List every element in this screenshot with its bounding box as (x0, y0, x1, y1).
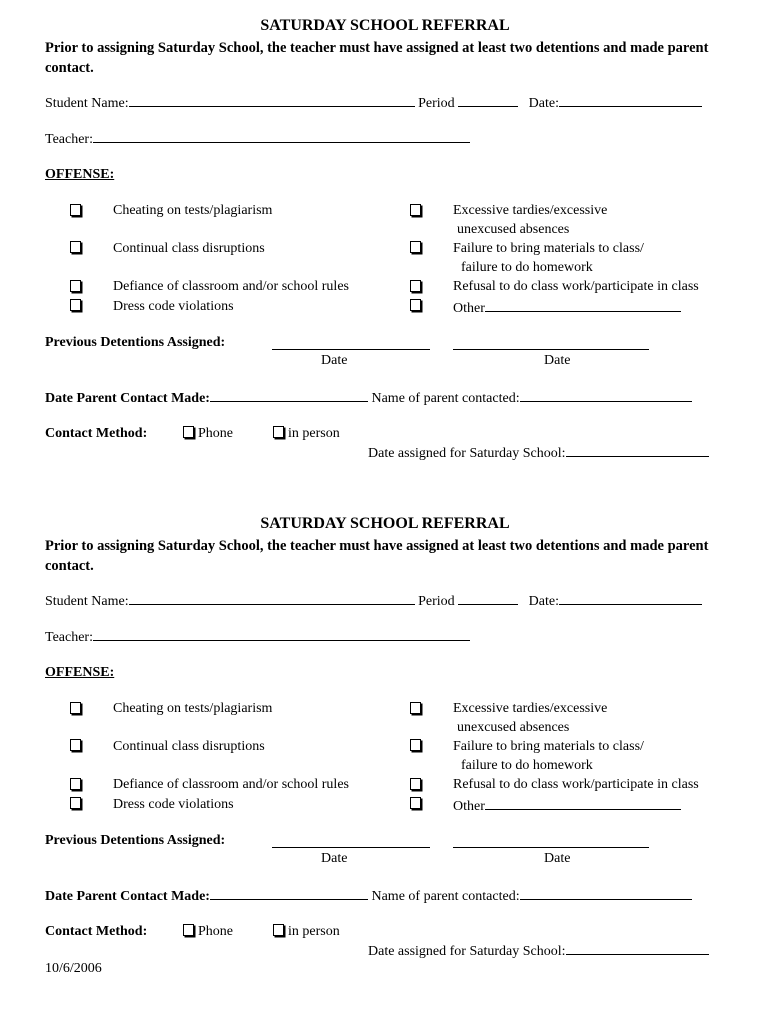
detention-date-1-field[interactable] (272, 834, 430, 848)
phone-option[interactable] (183, 923, 233, 941)
in-person-label: in person (288, 924, 340, 939)
materials-label-cont: failure to do homework (461, 758, 593, 773)
parent-name-field[interactable] (520, 886, 692, 900)
refusal-label: Refusal to do class work/participate in class (453, 777, 699, 792)
student-name-field[interactable] (129, 93, 415, 107)
other-field[interactable] (485, 298, 681, 312)
parent-contact-row (45, 388, 692, 408)
dress-code-checkbox[interactable] (70, 797, 81, 809)
in-person-option[interactable] (273, 923, 340, 941)
materials-label: Failure to bring materials to class/ (453, 241, 644, 256)
defiance-checkbox[interactable] (70, 778, 81, 790)
saturday-date-row (368, 941, 709, 961)
student-name-label: Student Name: (45, 96, 129, 111)
materials-checkbox[interactable] (410, 739, 421, 751)
form-title: SATURDAY SCHOOL REFERRAL (260, 17, 510, 34)
detention-date-2-caption: Date (544, 851, 571, 866)
teacher-row (45, 129, 470, 149)
materials-checkbox[interactable] (410, 241, 421, 253)
in-person-option[interactable] (273, 425, 340, 443)
contact-method-label: Contact Method: (45, 426, 148, 441)
refusal-checkbox[interactable] (410, 280, 421, 292)
parent-contact-date-field[interactable] (210, 886, 368, 900)
detention-date-2-field[interactable] (453, 834, 649, 848)
date-field[interactable] (559, 591, 702, 605)
saturday-date-field[interactable] (566, 941, 709, 955)
other-row (453, 298, 681, 318)
parent-contact-date-label: Date Parent Contact Made: (45, 889, 210, 904)
parent-name-label: Name of parent contacted: (371, 889, 520, 904)
date-label: Date: (528, 96, 559, 111)
in-person-checkbox[interactable] (273, 426, 284, 438)
other-label: Other (453, 301, 485, 316)
period-field[interactable] (458, 93, 518, 107)
student-name-label: Student Name: (45, 594, 129, 609)
phone-label: Phone (198, 426, 233, 441)
teacher-field[interactable] (93, 627, 470, 641)
referral-form-bottom (0, 498, 770, 998)
detention-date-1-caption: Date (321, 851, 348, 866)
defiance-label: Defiance of classroom and/or school rules (113, 777, 349, 792)
dress-code-checkbox[interactable] (70, 299, 81, 311)
parent-contact-date-label: Date Parent Contact Made: (45, 391, 210, 406)
parent-name-field[interactable] (520, 388, 692, 402)
previous-detentions-label: Previous Detentions Assigned: (45, 833, 226, 848)
period-field[interactable] (458, 591, 518, 605)
parent-contact-row (45, 886, 692, 906)
phone-option[interactable] (183, 425, 233, 443)
phone-checkbox[interactable] (183, 426, 194, 438)
saturday-date-row (368, 443, 709, 463)
form-instructions: Prior to assigning Saturday School, the teacher must have assigned at least two detentions and made parent contact. (45, 40, 709, 76)
student-name-row (45, 93, 702, 113)
contact-method-label: Contact Method: (45, 924, 148, 939)
in-person-label: in person (288, 426, 340, 441)
date-label: Date: (528, 594, 559, 609)
disruptions-label: Continual class disruptions (113, 739, 265, 754)
cheating-label: Cheating on tests/plagiarism (113, 203, 273, 218)
parent-contact-date-field[interactable] (210, 388, 368, 402)
referral-form-top (0, 0, 770, 500)
detention-date-1-field[interactable] (272, 336, 430, 350)
parent-name-label: Name of parent contacted: (371, 391, 520, 406)
cheating-label: Cheating on tests/plagiarism (113, 701, 273, 716)
teacher-label: Teacher: (45, 630, 93, 645)
other-label: Other (453, 799, 485, 814)
disruptions-checkbox[interactable] (70, 739, 81, 751)
phone-checkbox[interactable] (183, 924, 194, 936)
tardies-label-cont: unexcused absences (457, 222, 570, 237)
period-label: Period (418, 594, 455, 609)
student-name-row (45, 591, 702, 611)
defiance-checkbox[interactable] (70, 280, 81, 292)
other-row (453, 796, 681, 816)
saturday-date-field[interactable] (566, 443, 709, 457)
previous-detentions-label: Previous Detentions Assigned: (45, 335, 226, 350)
tardies-checkbox[interactable] (410, 702, 421, 714)
defiance-label: Defiance of classroom and/or school rules (113, 279, 349, 294)
tardies-label-cont: unexcused absences (457, 720, 570, 735)
form-instructions: Prior to assigning Saturday School, the teacher must have assigned at least two detentions and made parent contact. (45, 538, 709, 574)
teacher-row (45, 627, 470, 647)
in-person-checkbox[interactable] (273, 924, 284, 936)
detention-date-2-caption: Date (544, 353, 571, 368)
period-label: Period (418, 96, 455, 111)
cheating-checkbox[interactable] (70, 702, 81, 714)
detention-date-1-caption: Date (321, 353, 348, 368)
offense-heading: OFFENSE: (45, 665, 115, 680)
revision-date: 10/6/2006 (45, 961, 102, 976)
refusal-label: Refusal to do class work/participate in class (453, 279, 699, 294)
offense-heading: OFFENSE: (45, 167, 115, 182)
other-checkbox[interactable] (410, 299, 421, 311)
other-checkbox[interactable] (410, 797, 421, 809)
materials-label: Failure to bring materials to class/ (453, 739, 644, 754)
refusal-checkbox[interactable] (410, 778, 421, 790)
tardies-label: Excessive tardies/excessive (453, 701, 608, 716)
saturday-date-label: Date assigned for Saturday School: (368, 944, 566, 959)
teacher-field[interactable] (93, 129, 470, 143)
dress-code-label: Dress code violations (113, 797, 234, 812)
tardies-checkbox[interactable] (410, 204, 421, 216)
teacher-label: Teacher: (45, 132, 93, 147)
dress-code-label: Dress code violations (113, 299, 234, 314)
date-field[interactable] (559, 93, 702, 107)
tardies-label: Excessive tardies/excessive (453, 203, 608, 218)
cheating-checkbox[interactable] (70, 204, 81, 216)
other-field[interactable] (485, 796, 681, 810)
disruptions-label: Continual class disruptions (113, 241, 265, 256)
saturday-date-label: Date assigned for Saturday School: (368, 446, 566, 461)
student-name-field[interactable] (129, 591, 415, 605)
disruptions-checkbox[interactable] (70, 241, 81, 253)
detention-date-2-field[interactable] (453, 336, 649, 350)
materials-label-cont: failure to do homework (461, 260, 593, 275)
phone-label: Phone (198, 924, 233, 939)
form-title: SATURDAY SCHOOL REFERRAL (260, 515, 510, 532)
